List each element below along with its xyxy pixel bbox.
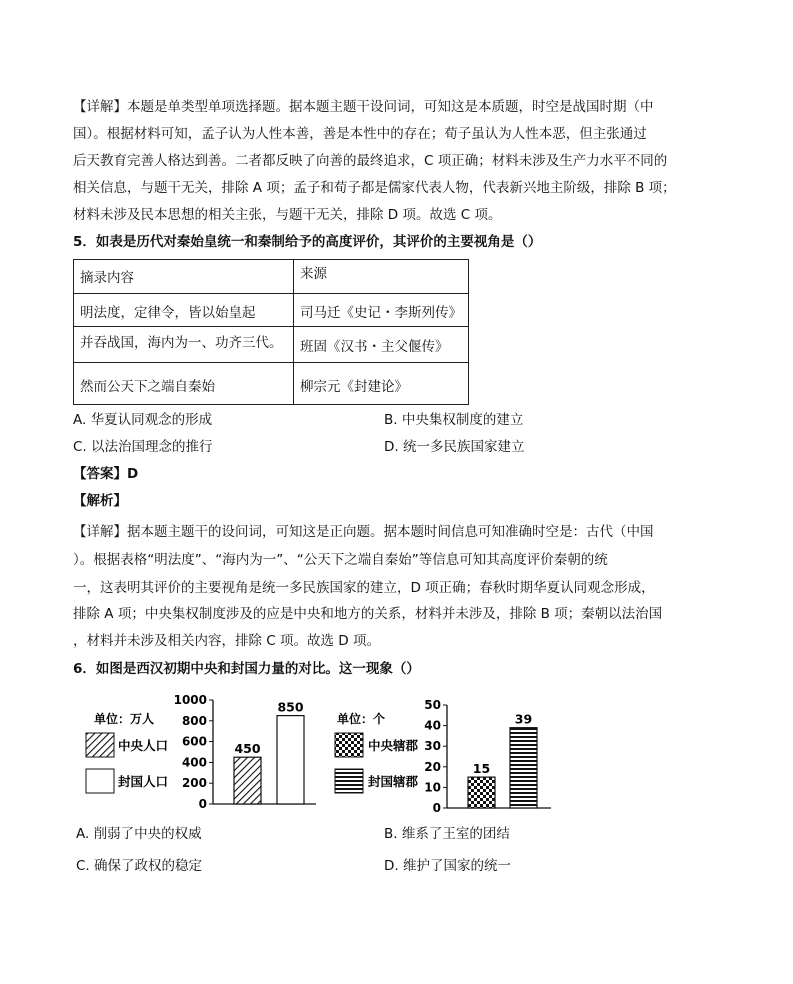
- chart1-legend-fief: 封国人口: [118, 774, 169, 789]
- table-cell: 并吞战国，海内为一、功齐三代。: [74, 327, 294, 363]
- q5-analysis-heading: 【解析】: [73, 493, 127, 509]
- y-tick-label: 0: [198, 797, 207, 811]
- bar-封国辖郡: [510, 728, 537, 808]
- q5-stem: 5．如表是历代对秦始皇统一和秦制给予的高度评价，其评价的主要视角是（）: [73, 234, 542, 250]
- q5-option-a: A. 华夏认同观念的形成: [73, 412, 213, 428]
- table-cell: 明法度，定律令，皆以始皇起: [74, 294, 294, 327]
- table-cell: 司马迁《史记・李斯列传》: [294, 294, 469, 327]
- detail-line-2: 国）。根据材料可知，孟子认为人性本善，善是本性中的存在；荀子虽认为人性本恶，但主张通过: [73, 126, 647, 142]
- table-cell: 柳宗元《封建论》: [294, 363, 469, 405]
- chart1-legend-swatch-central: [86, 733, 114, 757]
- detail-line-3: 后天教育完善人格达到善。二者都反映了向善的最终追求，C 项正确；材料未涉及生产力水平不同的: [73, 153, 668, 169]
- chart2-legend-swatch-fief: [335, 769, 363, 793]
- chart2-legend-central: 中央辖郡: [368, 738, 419, 753]
- detail-line-4: 相关信息，与题干无关，排除 A 项；孟子和荀子都是儒家代表人物，代表新兴地主阶级，排除 B 项；: [73, 180, 676, 196]
- y-tick-label: 800: [181, 713, 207, 728]
- y-tick-label: 200: [181, 776, 207, 791]
- chart2-legend-fief: 封国辖郡: [368, 774, 419, 789]
- q5-table: [73, 259, 469, 405]
- q5-answer: 【答案】D: [73, 466, 139, 482]
- y-tick-label: 1000: [173, 693, 207, 707]
- data-label: 450: [234, 741, 261, 757]
- y-tick-label: 50: [424, 698, 441, 712]
- table-cell: 班固《汉书・主父偃传》: [294, 327, 469, 363]
- q5-detail-line-3: 一，这表明其评价的主要视角是统一多民族国家的建立，D 项正确；春秋时期华夏认同观念形成，: [73, 580, 655, 596]
- chart1-unit-label: 单位：万人: [94, 712, 155, 726]
- q5-detail-line-1: 【详解】据本题主题干的设问词，可知这是正向题。据本题时间信息可知准确时空是：古代（中国: [73, 524, 654, 540]
- detail-line-5: 材料未涉及民本思想的相关主张，与题干无关，排除 D 项。故选 C 项。: [73, 207, 502, 223]
- bar-中央辖郡: [468, 777, 495, 808]
- detail-line-1: 【详解】本题是单类型单项选择题。据本题主题干设问词，可知这是本质题，时空是战国时期（中: [73, 99, 654, 115]
- chart2-unit-label: 单位：个: [337, 712, 386, 726]
- q6-option-b: B. 维系了王室的团结: [384, 826, 510, 842]
- chart1-plot: [174, 693, 316, 811]
- data-label: 850: [277, 699, 304, 715]
- table-header-cell: 摘录内容: [74, 260, 294, 294]
- table-row: [74, 327, 469, 363]
- data-label: 39: [514, 711, 533, 727]
- bar-封国人口: [277, 716, 304, 804]
- y-tick-label: 0: [432, 801, 441, 815]
- chart2-plot: [424, 698, 551, 815]
- bar-中央人口: [234, 757, 261, 804]
- q6-stem: 6．如图是西汉初期中央和封国力量的对比。这一现象（）: [73, 661, 420, 677]
- chart1-legend-swatch-fief: [86, 769, 114, 793]
- q6-option-d: D. 维护了国家的统一: [384, 858, 511, 874]
- table-header-row: [74, 260, 469, 294]
- table-cell: 然而公天下之端自秦始: [74, 363, 294, 405]
- table-row: [74, 363, 469, 405]
- y-tick-label: 30: [424, 739, 441, 754]
- y-tick-label: 600: [181, 734, 207, 749]
- y-tick-label: 20: [424, 759, 441, 774]
- y-tick-label: 40: [424, 718, 441, 733]
- q5-option-c: C. 以法治国理念的推行: [73, 439, 213, 455]
- y-tick-label: 10: [424, 780, 441, 795]
- q6-option-c: C. 确保了政权的稳定: [76, 858, 203, 874]
- q6-option-a: A. 削弱了中央的权威: [76, 826, 202, 842]
- table-row: [74, 294, 469, 327]
- q5-detail-line-4: 排除 A 项；中央集权制度涉及的应是中央和地方的关系，材料并未涉及，排除 B 项；秦朝以法治国: [73, 606, 663, 622]
- y-tick-label: 400: [181, 755, 207, 770]
- q5-detail-line-5: ，材料并未涉及相关内容，排除 C 项。故选 D 项。: [73, 633, 380, 649]
- data-label: 15: [472, 761, 491, 777]
- chart1-legend-central: 中央人口: [118, 738, 169, 753]
- chart2-legend-swatch-central: [335, 733, 363, 757]
- table-header-cell: 来源: [294, 260, 469, 294]
- q5-option-d: D. 统一多民族国家建立: [384, 439, 525, 455]
- q5-option-b: B. 中央集权制度的建立: [384, 412, 524, 428]
- q5-detail-line-2: ）。根据表格“明法度”、“海内为一”、“公天下之端自秦始”等信息可知其高度评价秦朝的统: [73, 552, 608, 568]
